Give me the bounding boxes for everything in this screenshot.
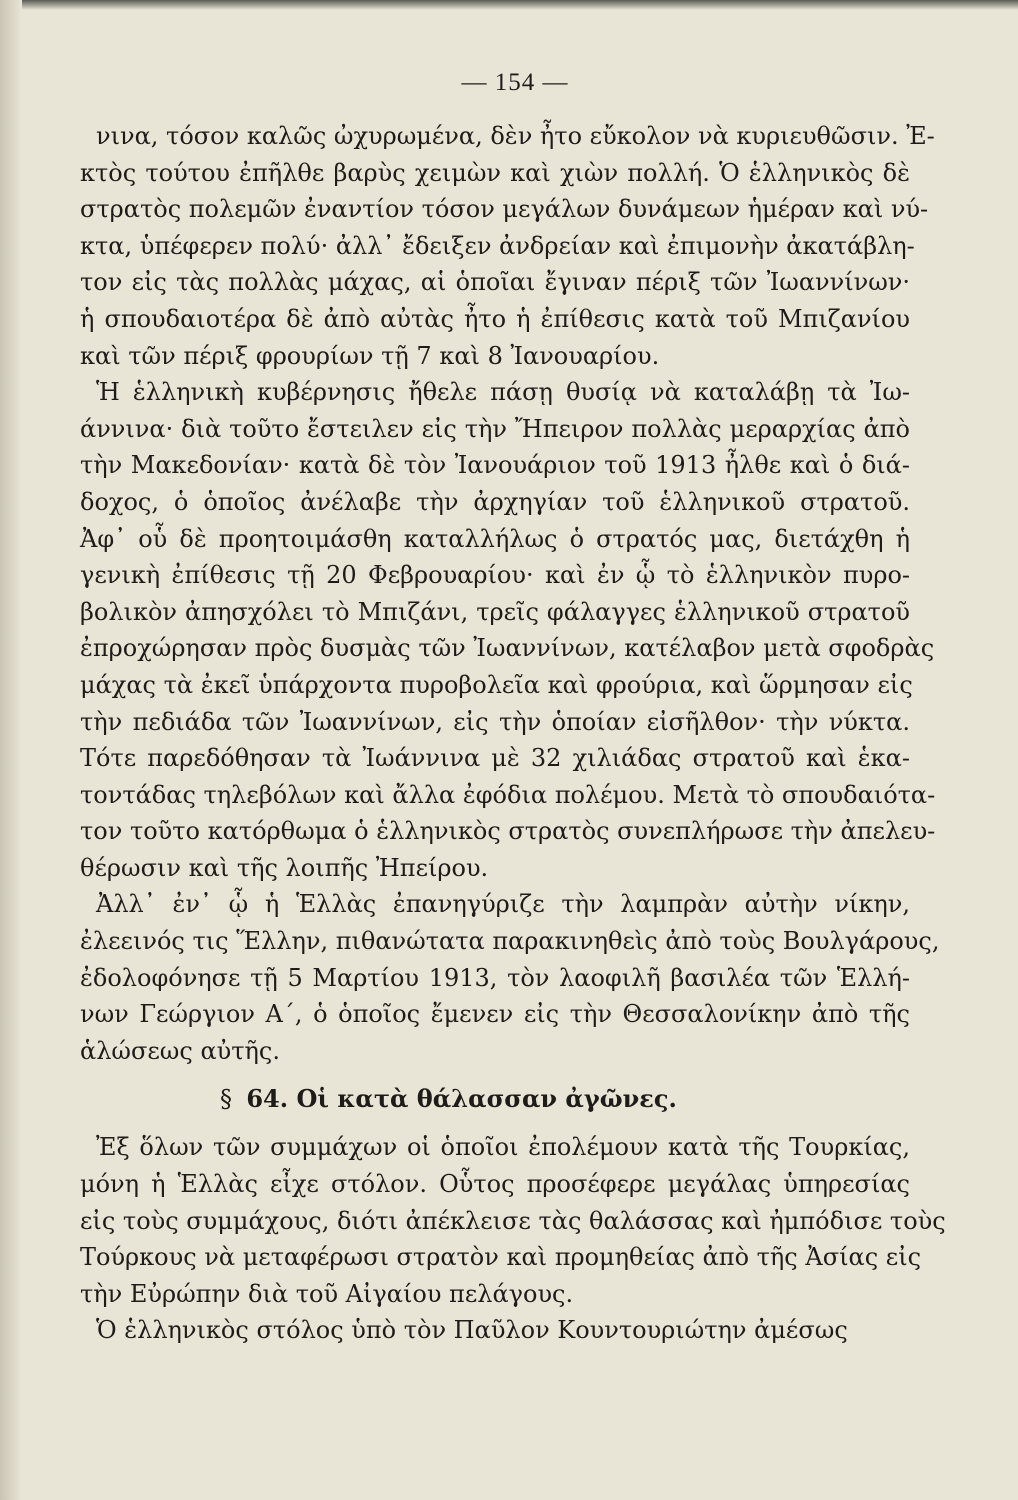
text-line: Τότε παρεδόθησαν τὰ Ἰωάννινα μὲ 32 χιλιάδας στρατοῦ καὶ ἑκα-	[80, 744, 910, 773]
page-number: — 154 —	[461, 69, 569, 96]
text-line: γενικὴ ἐπίθεσις τῇ 20 Φεβρουαρίου· καὶ ἐν ᾧ τὸ ἑλληνικὸν πυρο-	[80, 561, 910, 590]
text-line: τὴν Εὐρώπην διὰ τοῦ Αἰγαίου πελάγους.	[80, 1279, 574, 1308]
scan-left-edge	[0, 0, 22, 1500]
text-line: Ἡ ἑλληνικὴ κυβέρνησις ἤθελε πάσῃ θυσίᾳ νὰ καταλάβῃ τὰ Ἰω-	[96, 378, 910, 407]
paragraph	[80, 1312, 910, 1349]
text-line: τοντάδας τηλεβόλων καὶ ἄλλα ἐφόδια πολέμου. Μετὰ τὸ σπουδαιότα-	[80, 780, 936, 809]
text-line: Ἀφ᾽ οὗ δὲ προητοιμάσθη καταλλήλως ὁ στρατός μας, διετάχθη ἡ	[80, 524, 910, 553]
book-page	[80, 58, 946, 1349]
section-symbol: §	[220, 1085, 232, 1114]
text-line: άννινα· διὰ τοῦτο ἔστειλεν εἰς τὴν Ἤπειρον πολλὰς μεραρχίας ἀπὸ	[80, 414, 910, 443]
text-line: μάχας τὰ ἐκεῖ ὑπάρχοντα πυροβολεῖα καὶ φρούρια, καὶ ὥρμησαν εἰς	[80, 670, 913, 699]
text-line: τον τοῦτο κατόρθωμα ὁ ἑλληνικὸς στρατὸς συνεπλήρωσε τὴν ἀπελευ-	[80, 817, 936, 846]
text-line: τον εἰς τὰς πολλὰς μάχας, αἱ ὁποῖαι ἔγιναν πέριξ τῶν Ἰωαννίνων·	[80, 268, 910, 297]
text-line: τὴν Μακεδονίαν· κατὰ δὲ τὸν Ἰανουάριον τοῦ 1913 ἦλθε καὶ ὁ διά-	[80, 451, 910, 480]
paragraph	[80, 374, 936, 886]
section-number: 64.	[246, 1084, 289, 1114]
text-line: θέρωσιν καὶ τῆς λοιπῆς Ἠπείρου.	[80, 853, 489, 882]
text-line: ἐδολοφόνησε τῇ 5 Μαρτίου 1913, τὸν λαοφιλῆ βασιλέα τῶν Ἑλλή-	[80, 963, 910, 992]
section-heading	[80, 1069, 910, 1129]
section-title: Οἱ κατὰ θάλασσαν ἀγῶνες.	[296, 1084, 677, 1114]
text-body-before-section	[80, 118, 940, 1069]
text-line: Τούρκους νὰ μεταφέρωσι στρατὸν καὶ προμηθείας ἀπὸ τῆς Ἀσίας εἰς	[80, 1243, 922, 1272]
text-line: νινα, τόσον καλῶς ὠχυρωμένα, δὲν ἦτο εὔκολον νὰ κυριευθῶσιν. Ἐ-	[96, 122, 935, 150]
text-line: Ἀλλ᾽ ἐν᾽ ᾧ ἡ Ἑλλὰς ἐπανηγύριζε τὴν λαμπρὰν αὐτὴν νίκην,	[96, 890, 910, 919]
text-line: εἰς τοὺς συμμάχους, διότι ἀπέκλεισε τὰς θαλάσσας καὶ ἠμπόδισε τοὺς	[80, 1206, 946, 1235]
text-body-after-section	[80, 1129, 946, 1349]
text-line: μόνη ἡ Ἑλλὰς εἶχε στόλον. Οὗτος προσέφερε μεγάλας ὑπηρεσίας	[80, 1170, 910, 1199]
text-line: βολικὸν ἀπησχόλει τὸ Μπιζάνι, τρεῖς φάλαγγες ἑλληνικοῦ στρατοῦ	[80, 597, 910, 626]
text-line: ἐπροχώρησαν πρὸς δυσμὰς τῶν Ἰωαννίνων, κατέλαβον μετὰ σφοδρὰς	[80, 634, 935, 663]
text-line: Ὁ ἑλληνικὸς στόλος ὑπὸ τὸν Παῦλον Κουντουριώτην ἀμέσως	[96, 1316, 848, 1345]
text-line: νων Γεώργιον Α΄, ὁ ὁποῖος ἔμενεν εἰς τὴν Θεσσαλονίκην ἀπὸ τῆς	[80, 1000, 910, 1029]
scan-top-edge	[0, 0, 1018, 10]
text-line: ἐλεεινός τις Ἕλλην, πιθανώτατα παρακινηθεὶς ἀπὸ τοὺς Βουλγάρους,	[80, 927, 940, 956]
text-line: τὴν πεδιάδα τῶν Ἰωαννίνων, εἰς τὴν ὁποίαν εἰσῆλθον· τὴν νύκτα.	[80, 707, 910, 736]
text-line: κτα, ὑπέφερεν πολύ· ἀλλ᾽ ἔδειξεν ἀνδρείαν καὶ ἐπιμονὴν ἀκατάβλη-	[80, 231, 915, 260]
paragraph	[80, 118, 935, 374]
paragraph	[80, 886, 940, 1069]
text-line: Ἐξ ὅλων τῶν συμμάχων οἱ ὁποῖοι ἐπολέμουν κατὰ τῆς Τουρκίας,	[96, 1133, 910, 1162]
paragraph	[80, 1129, 946, 1312]
text-line: δοχος, ὁ ὁποῖος ἀνέλαβε τὴν ἀρχηγίαν τοῦ ἑλληνικοῦ στρατοῦ.	[80, 487, 910, 516]
text-line: ἡ σπουδαιοτέρα δὲ ἀπὸ αὐτὰς ἦτο ἡ ἐπίθεσις κατὰ τοῦ Μπιζανίου	[80, 304, 910, 333]
text-line: στρατὸς πολεμῶν ἐναντίον τόσον μεγάλων δυνάμεων ἡμέραν καὶ νύ-	[80, 195, 929, 224]
text-line: ἁλώσεως αὐτῆς.	[80, 1036, 280, 1065]
text-line: καὶ τῶν πέριξ φρουρίων τῇ 7 καὶ 8 Ἰανουαρίου.	[80, 341, 660, 370]
text-line: κτὸς τούτου ἐπῆλθε βαρὺς χειμὼν καὶ χιὼν πολλή. Ὁ ἑλληνικὸς δὲ	[80, 158, 910, 187]
